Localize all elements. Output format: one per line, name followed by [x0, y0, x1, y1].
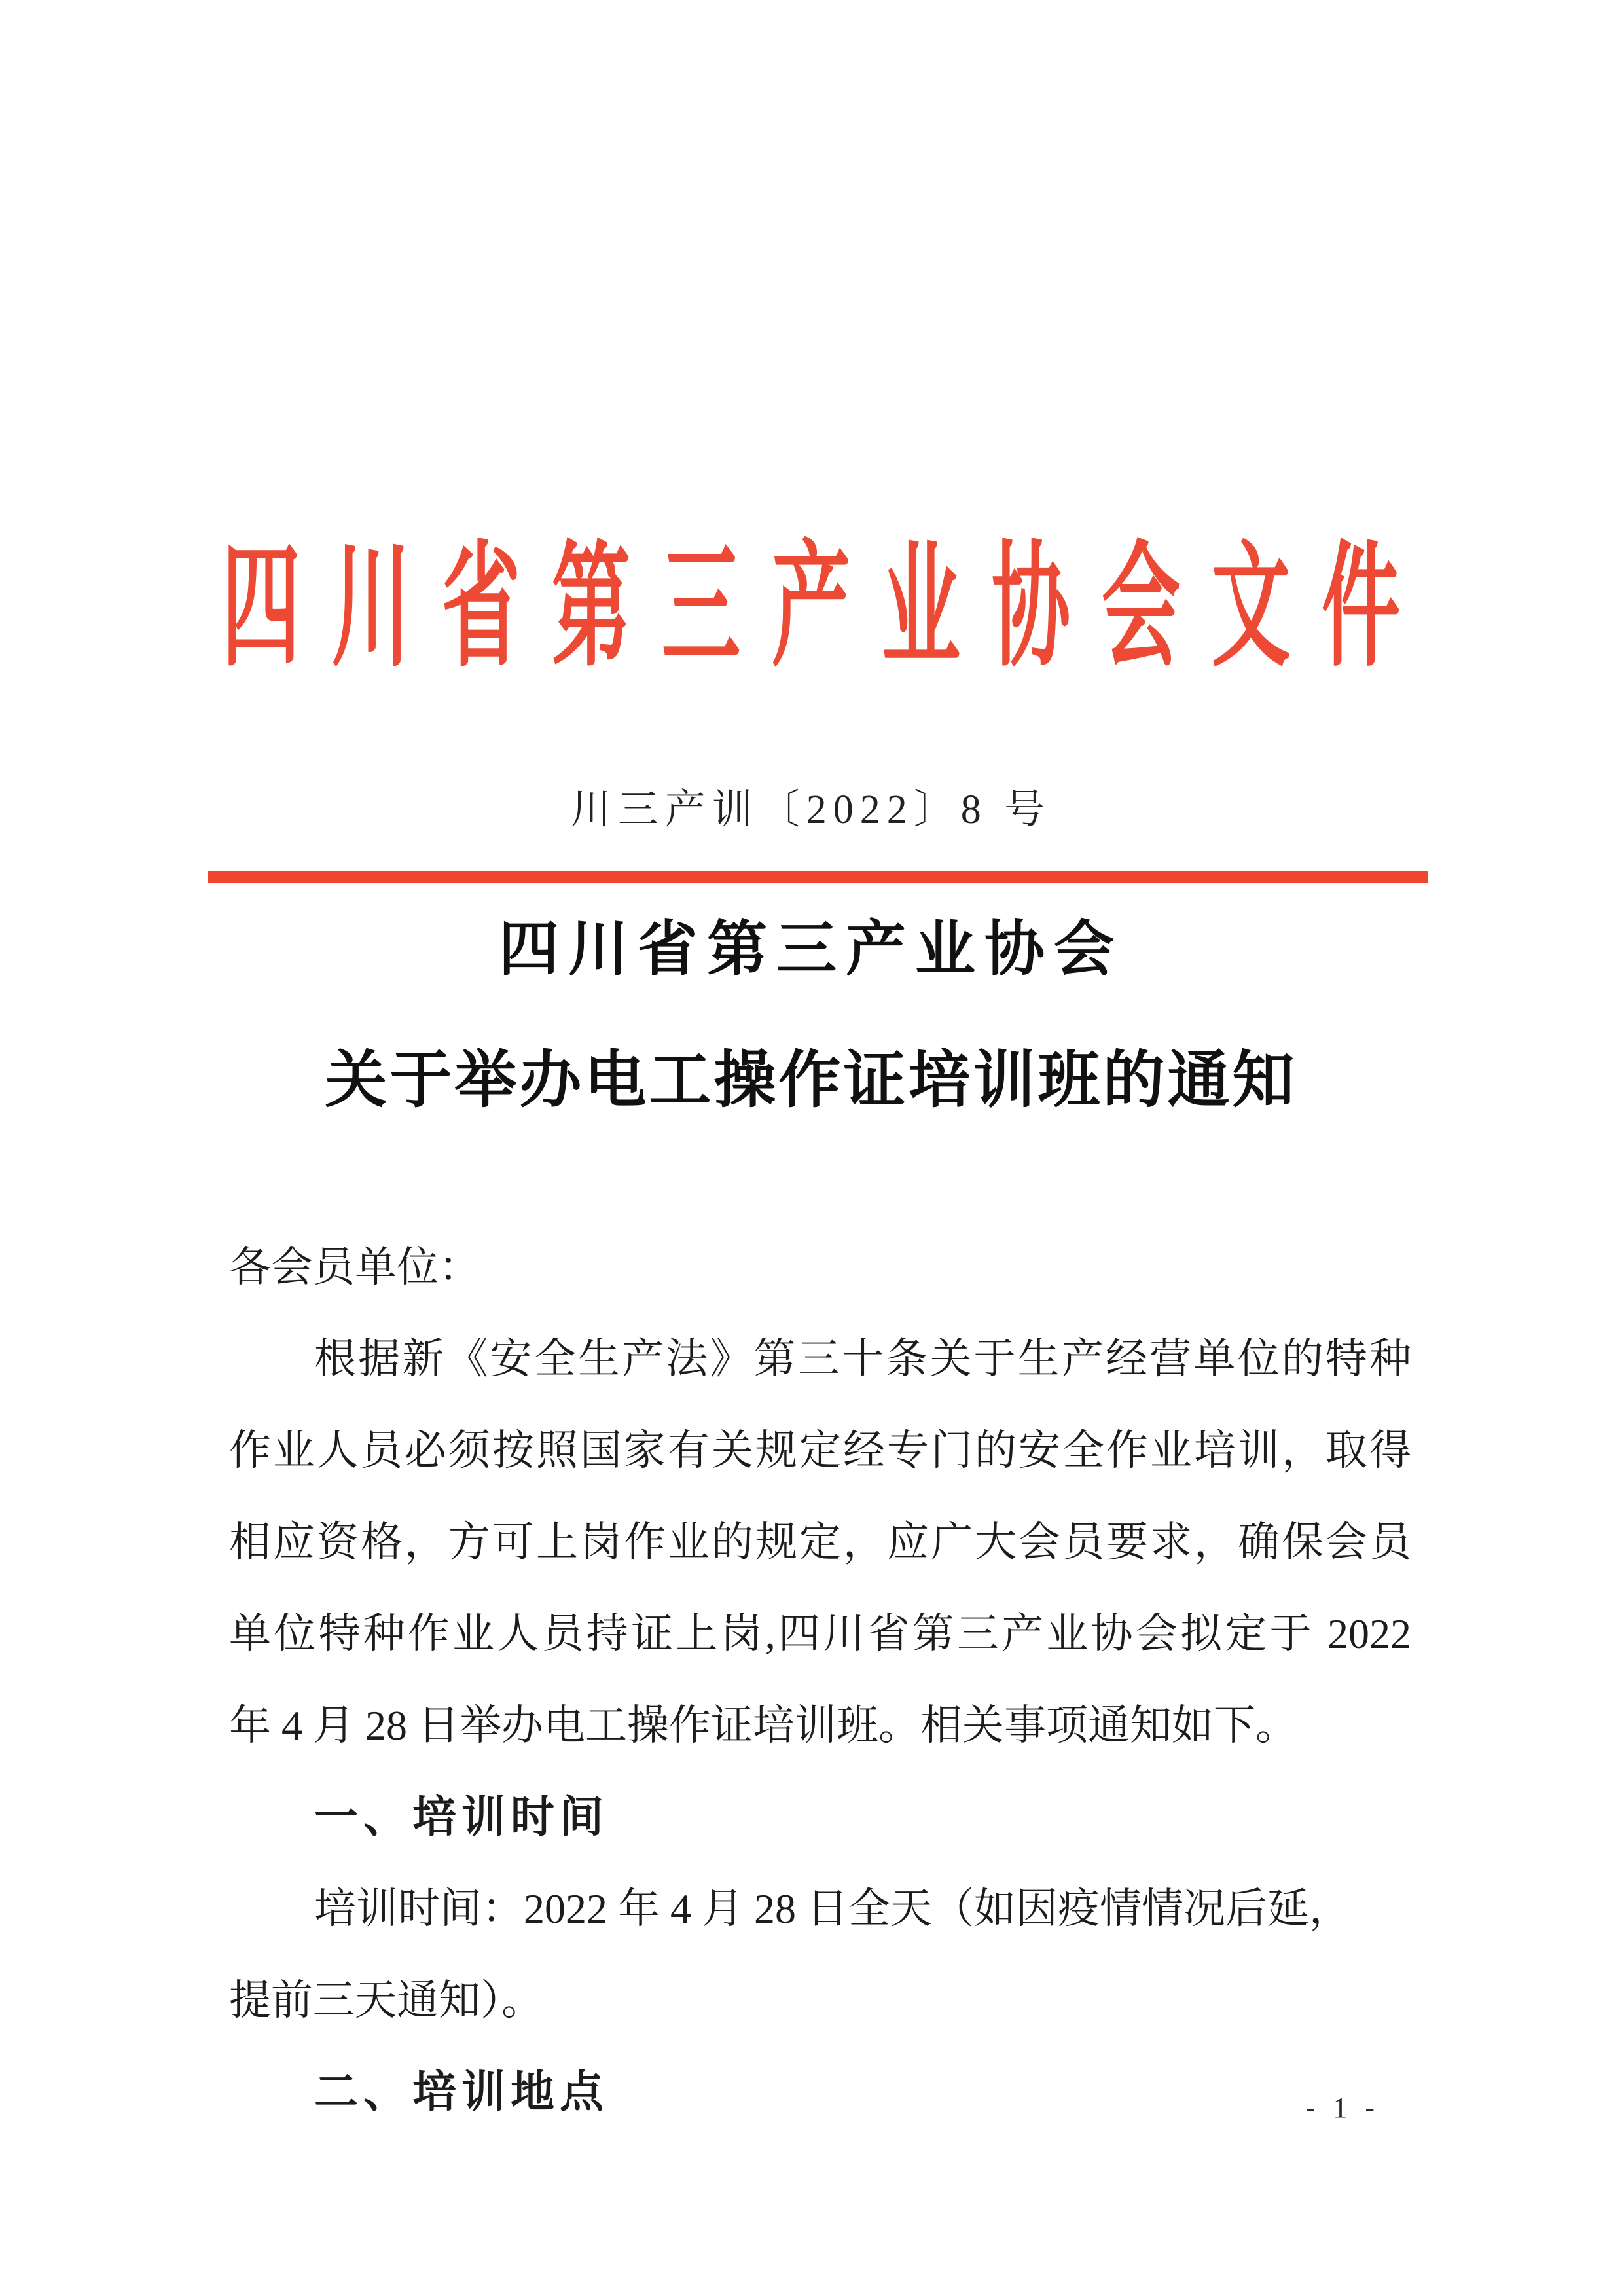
letterhead-title: 四川省第三产业协会文件	[222, 532, 1432, 683]
notice-title: 关于举办电工操作证培训班的通知	[325, 1046, 1297, 1115]
paragraph-line: 相应资格，方可上岗作业的规定，应广大会员要求，确保会员	[229, 1519, 1411, 1565]
salutation: 各会员单位：	[229, 1244, 480, 1290]
paragraph-line: 单位特种作业人员持证上岗,四川省第三产业协会拟定于 2022	[229, 1611, 1411, 1657]
organization-title: 四川省第三产业协会	[498, 916, 1123, 983]
paragraph-line: 作业人员必须按照国家有关规定经专门的安全作业培训，取得	[229, 1427, 1411, 1474]
paragraph-line: 培训时间：2022 年 4 月 28 日全天（如因疫情情况后延，	[314, 1886, 1351, 1932]
section-heading-1: 一、培训时间	[314, 1793, 609, 1842]
paragraph-line: 根据新《安全生产法》第三十条关于生产经营单位的特种	[314, 1336, 1411, 1382]
page-number: - 1 -	[1305, 2092, 1380, 2124]
red-divider-rule	[208, 871, 1428, 883]
document-number: 川三产训〔2022〕8 号	[570, 788, 1052, 832]
paragraph-line: 提前三天通知）。	[229, 1977, 543, 2024]
paragraph-line: 年 4 月 28 日举办电工操作证培训班。相关事项通知如下。	[229, 1702, 1297, 1749]
section-heading-2: 二、培训地点	[314, 2068, 609, 2117]
document-body	[229, 1222, 1411, 2138]
